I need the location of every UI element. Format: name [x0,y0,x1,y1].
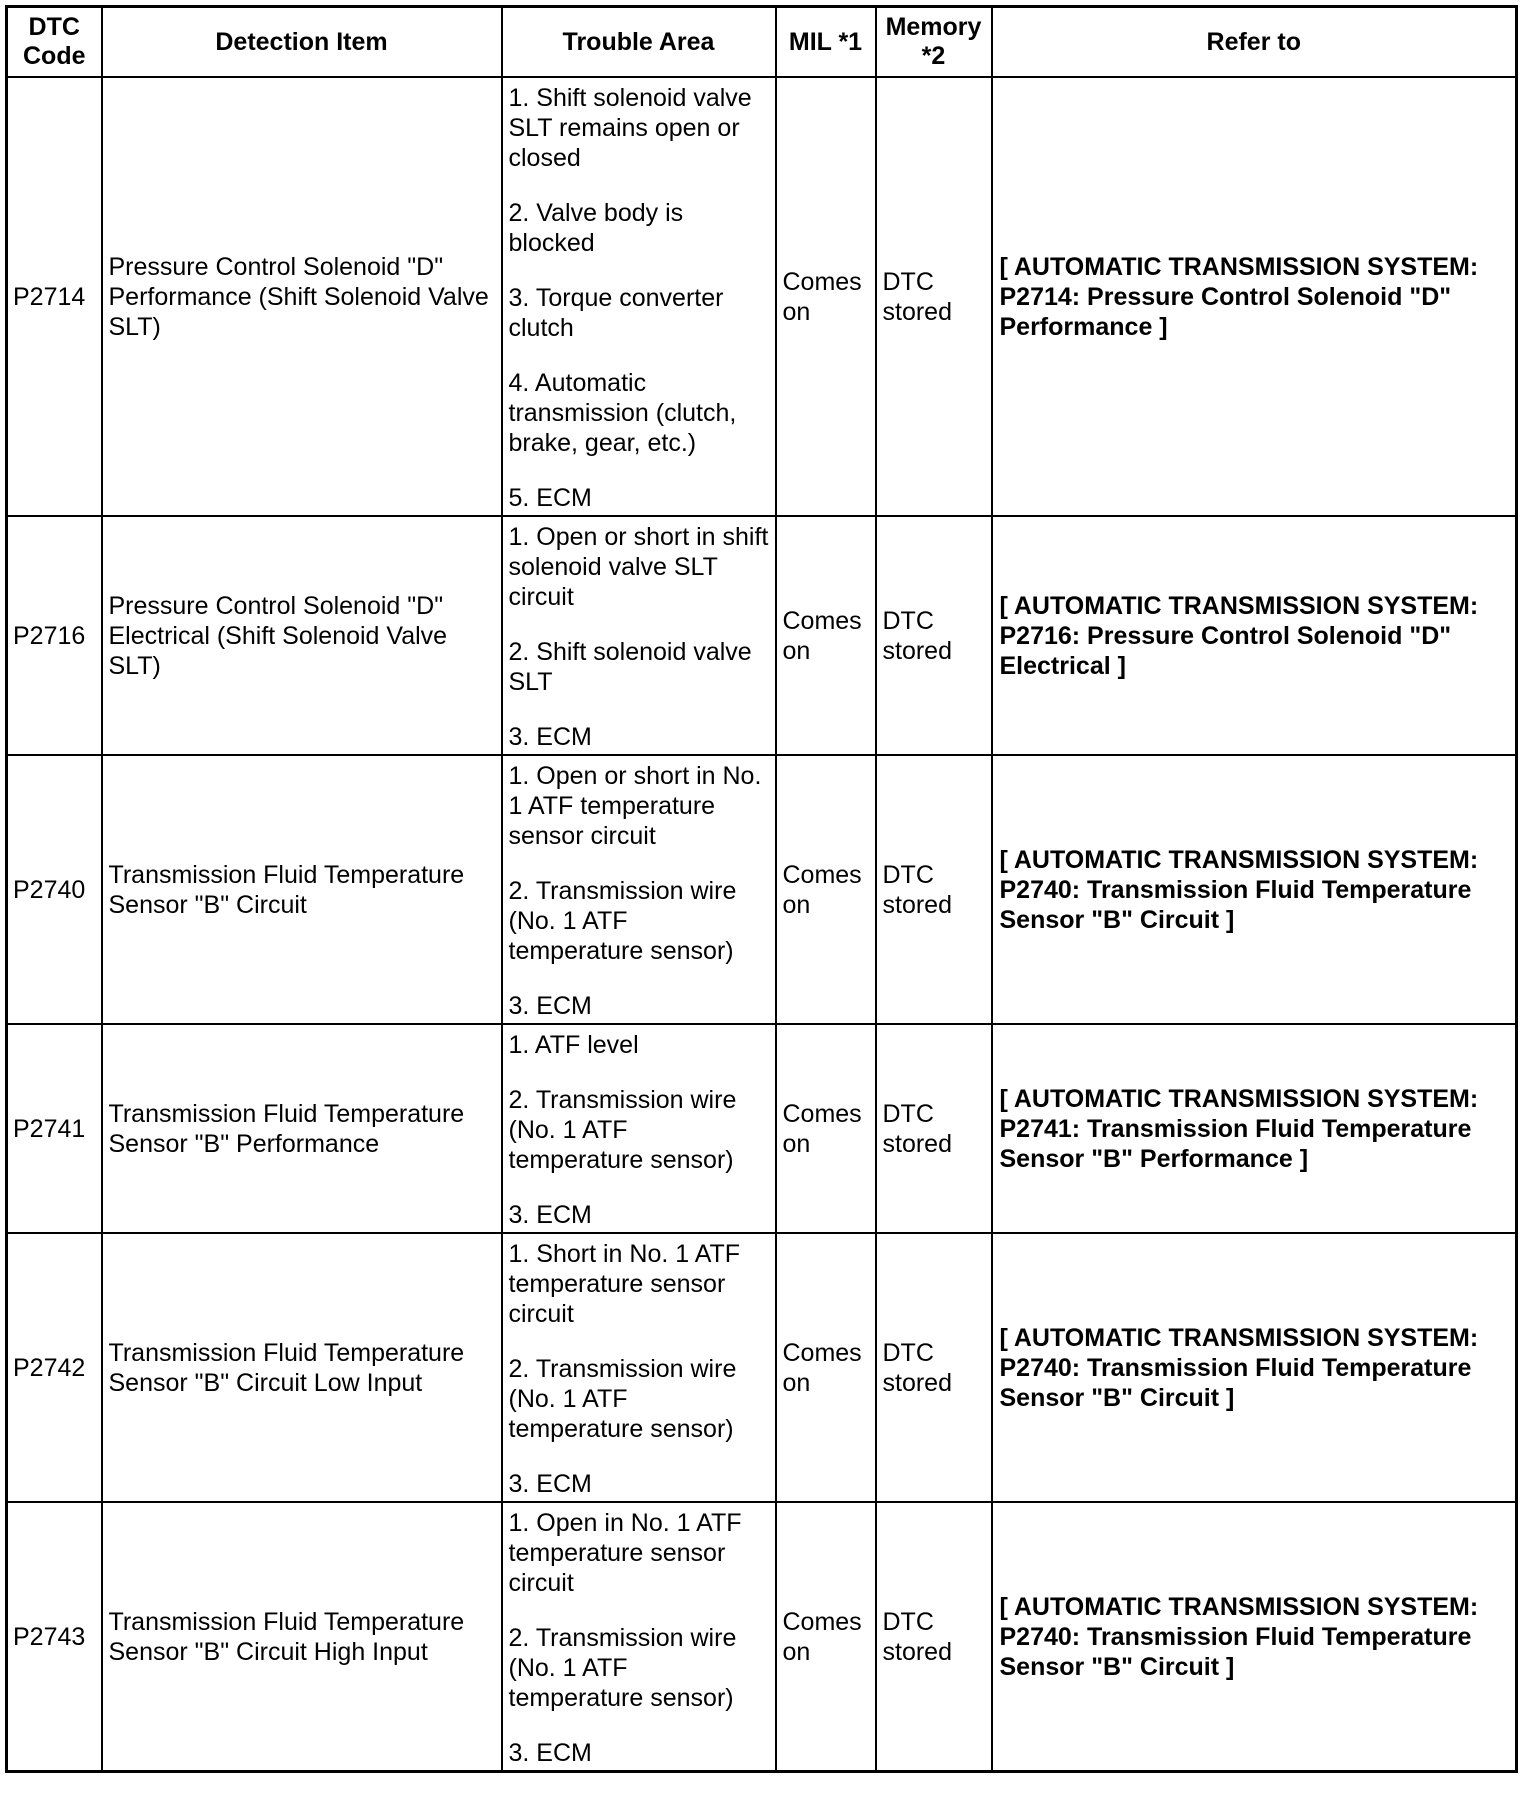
detection-item-cell: Pressure Control Solenoid "D" Electrical (Shift Solenoid Valve SLT) [102,516,502,755]
memory-cell: DTC stored [876,1233,992,1502]
refer-to-link[interactable]: [ AUTOMATIC TRANSMISSION SYSTEM: P2740: Transmission Fluid Temperature Sensor "B" Circuit ] [992,755,1517,1024]
refer-to-link[interactable]: [ AUTOMATIC TRANSMISSION SYSTEM: P2714: Pressure Control Solenoid "D" Performance ] [992,77,1517,516]
header-mil: MIL *1 [776,7,876,78]
header-row [7,7,1517,78]
dtc-table [5,5,1518,1773]
trouble-item: 4. Automatic transmission (clutch, brake, gear, etc.) [508,369,737,457]
mil-cell: Comes on [776,1502,876,1772]
mil-cell: Comes on [776,1233,876,1502]
refer-to-link[interactable]: [ AUTOMATIC TRANSMISSION SYSTEM: P2740: Transmission Fluid Temperature Sensor "B" Circuit ] [992,1502,1517,1772]
trouble-item: 1. Open in No. 1 ATF temperature sensor circuit [508,1509,742,1597]
trouble-area-cell [502,1502,776,1772]
trouble-item: 3. ECM [508,1470,592,1498]
dtc-code-cell: P2743 [7,1502,102,1772]
memory-cell: DTC stored [876,755,992,1024]
detection-item-cell: Transmission Fluid Temperature Sensor "B" Performance [102,1024,502,1233]
detection-item-cell: Pressure Control Solenoid "D" Performance (Shift Solenoid Valve SLT) [102,77,502,516]
trouble-item: 1. Shift solenoid valve SLT remains open or closed [508,84,752,172]
header-trouble-area: Trouble Area [502,7,776,78]
trouble-item: 3. ECM [508,1739,592,1767]
trouble-item: 2. Transmission wire (No. 1 ATF temperature sensor) [508,1624,737,1712]
dtc-code-cell: P2742 [7,1233,102,1502]
trouble-item: 2. Transmission wire (No. 1 ATF temperature sensor) [508,1086,737,1174]
trouble-item: 1. Open or short in shift solenoid valve SLT circuit [508,523,769,611]
mil-cell: Comes on [776,755,876,1024]
trouble-item: 1. Short in No. 1 ATF temperature sensor circuit [508,1240,741,1328]
memory-cell: DTC stored [876,77,992,516]
header-dtc-code: DTC Code [7,7,102,78]
trouble-item: 5. ECM [508,484,592,512]
dtc-code-cell: P2740 [7,755,102,1024]
table-row [7,77,1517,516]
mil-cell: Comes on [776,516,876,755]
trouble-item: 3. ECM [508,992,592,1020]
header-memory: Memory *2 [876,7,992,78]
mil-cell: Comes on [776,1024,876,1233]
table-row [7,1233,1517,1502]
table-body [7,77,1517,1772]
header-refer-to: Refer to [992,7,1517,78]
trouble-item: 2. Valve body is blocked [508,199,684,257]
memory-cell: DTC stored [876,516,992,755]
refer-to-link[interactable]: [ AUTOMATIC TRANSMISSION SYSTEM: P2741: Transmission Fluid Temperature Sensor "B" Performance ] [992,1024,1517,1233]
trouble-area-cell [502,755,776,1024]
table-row [7,1024,1517,1233]
dtc-code-cell: P2741 [7,1024,102,1233]
detection-item-cell: Transmission Fluid Temperature Sensor "B" Circuit [102,755,502,1024]
trouble-item: 1. ATF level [508,1031,639,1059]
trouble-item: 2. Transmission wire (No. 1 ATF temperature sensor) [508,1355,737,1443]
refer-to-link[interactable]: [ AUTOMATIC TRANSMISSION SYSTEM: P2716: Pressure Control Solenoid "D" Electrical ] [992,516,1517,755]
table-row [7,516,1517,755]
refer-to-link[interactable]: [ AUTOMATIC TRANSMISSION SYSTEM: P2740: Transmission Fluid Temperature Sensor "B" Circuit ] [992,1233,1517,1502]
detection-item-cell: Transmission Fluid Temperature Sensor "B" Circuit High Input [102,1502,502,1772]
dtc-code-cell: P2714 [7,77,102,516]
dtc-code-cell: P2716 [7,516,102,755]
mil-cell: Comes on [776,77,876,516]
trouble-item: 3. ECM [508,1201,592,1229]
trouble-area-cell [502,77,776,516]
memory-cell: DTC stored [876,1024,992,1233]
detection-item-cell: Transmission Fluid Temperature Sensor "B" Circuit Low Input [102,1233,502,1502]
trouble-item: 1. Open or short in No. 1 ATF temperature sensor circuit [508,762,762,850]
table-row [7,755,1517,1024]
table-row [7,1502,1517,1772]
trouble-item: 3. Torque converter clutch [508,284,724,342]
trouble-item: 3. ECM [508,723,592,751]
trouble-area-cell [502,516,776,755]
trouble-item: 2. Shift solenoid valve SLT [508,638,752,696]
trouble-area-cell [502,1233,776,1502]
trouble-item: 2. Transmission wire (No. 1 ATF temperature sensor) [508,877,737,965]
memory-cell: DTC stored [876,1502,992,1772]
header-detection-item: Detection Item [102,7,502,78]
trouble-area-cell [502,1024,776,1233]
